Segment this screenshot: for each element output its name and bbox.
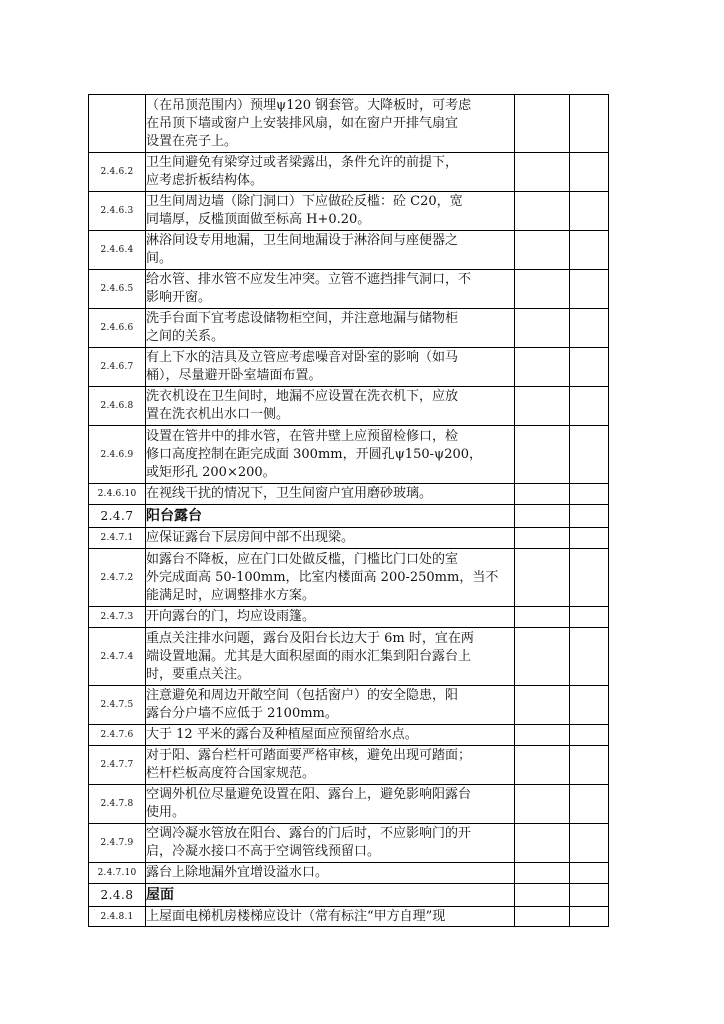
table-row xyxy=(89,192,609,231)
table-row xyxy=(89,153,609,192)
check-cell xyxy=(515,863,570,884)
clause-text xyxy=(146,426,515,484)
table-row xyxy=(89,725,609,746)
check-cell xyxy=(515,725,570,746)
check-cell xyxy=(515,907,570,927)
check-cell xyxy=(515,528,570,549)
table-row xyxy=(89,628,609,686)
clause-number: 2.4.7.8 xyxy=(89,785,146,824)
table-row xyxy=(89,746,609,785)
table-row xyxy=(89,387,609,426)
remark-cell xyxy=(570,484,609,505)
remark-cell xyxy=(570,607,609,628)
clause-number: 2.4.7.4 xyxy=(89,628,146,686)
clause-text xyxy=(146,153,515,192)
check-cell xyxy=(515,153,570,192)
section-row xyxy=(89,505,609,528)
spec-table xyxy=(88,94,609,927)
clause-text xyxy=(146,907,515,927)
clause-text-content: 阳台露台 xyxy=(146,508,202,524)
check-cell xyxy=(515,785,570,824)
clause-number: 2.4.8 xyxy=(89,884,146,907)
clause-number xyxy=(89,95,146,153)
table-row xyxy=(89,607,609,628)
clause-number: 2.4.6.10 xyxy=(89,484,146,505)
table-row xyxy=(89,309,609,348)
clause-text-content: 对于阳、露台栏杆可踏面要严格审核，避免出现可踏面； 栏杆栏板高度符合国家规范。 xyxy=(146,748,472,781)
table-row xyxy=(89,426,609,484)
clause-number: 2.4.8.1 xyxy=(89,907,146,927)
clause-text xyxy=(146,785,515,824)
clause-text xyxy=(146,884,515,907)
clause-text-content: 有上下水的洁具及立管应考虑噪音对卧室的影响（如马 桶），尽量避开卧室墙面布置。 xyxy=(146,350,459,383)
check-cell xyxy=(515,884,570,907)
remark-cell xyxy=(570,348,609,387)
remark-cell xyxy=(570,686,609,725)
remark-cell xyxy=(570,863,609,884)
clause-text-content: 上屋面电梯机房楼梯应设计（常有标注“甲方自理”现 xyxy=(146,908,446,924)
clause-text-content: 卫生间避免有梁穿过或者梁露出，条件允许的前提下， 应考虑折板结构体。 xyxy=(146,155,459,188)
remark-cell xyxy=(570,824,609,863)
table-row xyxy=(89,863,609,884)
check-cell xyxy=(515,824,570,863)
check-cell xyxy=(515,549,570,607)
clause-number: 2.4.7.3 xyxy=(89,607,146,628)
table-row xyxy=(89,907,609,927)
remark-cell xyxy=(570,528,609,549)
remark-cell xyxy=(570,907,609,927)
remark-cell xyxy=(570,628,609,686)
clause-text xyxy=(146,192,515,231)
clause-number: 2.4.7.9 xyxy=(89,824,146,863)
clause-text-content: 设置在管井中的排水管，在管井壁上应预留检修口，检 修口高度控制在距完成面 300mm，开圆孔ψ150-ψ200， 或矩形孔 200×200。 xyxy=(146,428,483,480)
clause-number: 2.4.6.9 xyxy=(89,426,146,484)
check-cell xyxy=(515,309,570,348)
clause-text xyxy=(146,231,515,270)
table-row xyxy=(89,528,609,549)
clause-number: 2.4.6.7 xyxy=(89,348,146,387)
clause-text-content: 屋面 xyxy=(146,887,174,903)
clause-number: 2.4.7.1 xyxy=(89,528,146,549)
clause-text xyxy=(146,824,515,863)
clause-text-content: 卫生间周边墙（除门洞口）下应做砼反槛：砼 C20，宽 同墙厚，反槛顶面做至标高 H+0.20。 xyxy=(146,194,463,227)
remark-cell xyxy=(570,270,609,309)
remark-cell xyxy=(570,785,609,824)
section-row xyxy=(89,884,609,907)
remark-cell xyxy=(570,192,609,231)
clause-text-content: 应保证露台下层房间中部不出现梁。 xyxy=(146,530,355,545)
remark-cell xyxy=(570,426,609,484)
check-cell xyxy=(515,746,570,785)
remark-cell xyxy=(570,746,609,785)
check-cell xyxy=(515,505,570,528)
check-cell xyxy=(515,484,570,505)
clause-text xyxy=(146,863,515,884)
clause-number: 2.4.6.8 xyxy=(89,387,146,426)
clause-text-content: 在视线干扰的情况下，卫生间窗户宜用磨砂玻璃。 xyxy=(146,486,433,501)
check-cell xyxy=(515,426,570,484)
clause-number: 2.4.6.6 xyxy=(89,309,146,348)
remark-cell xyxy=(570,505,609,528)
check-cell xyxy=(515,387,570,426)
clause-number: 2.4.6.3 xyxy=(89,192,146,231)
check-cell xyxy=(515,95,570,153)
clause-text xyxy=(146,725,515,746)
clause-text-content: 淋浴间设专用地漏，卫生间地漏设于淋浴间与座便器之 间。 xyxy=(146,233,459,266)
clause-number: 2.4.6.5 xyxy=(89,270,146,309)
table-row xyxy=(89,348,609,387)
clause-text xyxy=(146,309,515,348)
remark-cell xyxy=(570,231,609,270)
clause-text-content: 空调外机位尽量避免设置在阳、露台上，避免影响阳露台 使用。 xyxy=(146,787,472,820)
clause-number: 2.4.7 xyxy=(89,505,146,528)
clause-text xyxy=(146,484,515,505)
check-cell xyxy=(515,348,570,387)
clause-text-content: 洗衣机设在卫生间时，地漏不应设置在洗衣机下，应放 置在洗衣机出水口一侧。 xyxy=(146,389,459,422)
table-row xyxy=(89,270,609,309)
clause-text xyxy=(146,505,515,528)
spec-table-body xyxy=(89,95,609,927)
table-row xyxy=(89,484,609,505)
clause-text xyxy=(146,270,515,309)
clause-number: 2.4.7.7 xyxy=(89,746,146,785)
remark-cell xyxy=(570,549,609,607)
clause-text xyxy=(146,607,515,628)
clause-text xyxy=(146,387,515,426)
clause-number: 2.4.7.5 xyxy=(89,686,146,725)
clause-text-content: 露台上除地漏外宜增设溢水口。 xyxy=(146,865,329,880)
clause-text-content: 重点关注排水问题，露台及阳台长边大于 6m 时，宜在两 端设置地漏。尤其是大面积屋面的雨水汇集到阳台露台上 时，要重点关注。 xyxy=(146,630,474,682)
clause-text xyxy=(146,686,515,725)
clause-text xyxy=(146,549,515,607)
clause-number: 2.4.7.6 xyxy=(89,725,146,746)
remark-cell xyxy=(570,309,609,348)
clause-number: 2.4.7.2 xyxy=(89,549,146,607)
table-row xyxy=(89,95,609,153)
clause-text-content: 开向露台的门，均应设雨篷。 xyxy=(146,609,316,624)
clause-text xyxy=(146,348,515,387)
check-cell xyxy=(515,628,570,686)
clause-number: 2.4.6.4 xyxy=(89,231,146,270)
clause-text xyxy=(146,746,515,785)
check-cell xyxy=(515,607,570,628)
clause-text-content: 如露台不降板，应在门口处做反槛，门槛比门口处的室 外完成面高 50-100mm，比室内楼面高 200-250mm，当不 能满足时，应调整排水方案。 xyxy=(146,551,499,603)
clause-text xyxy=(146,528,515,549)
clause-number: 2.4.6.2 xyxy=(89,153,146,192)
check-cell xyxy=(515,192,570,231)
clause-number: 2.4.7.10 xyxy=(89,863,146,884)
table-row xyxy=(89,785,609,824)
clause-text xyxy=(146,95,515,153)
clause-text-content: （在吊顶范围内）预埋ψ120 钢套管。大降板时，可考虑 在吊顶下墙或窗户上安装排风扇，如在窗户开排气扇宜 设置在亮子上。 xyxy=(146,97,472,149)
remark-cell xyxy=(570,725,609,746)
check-cell xyxy=(515,270,570,309)
remark-cell xyxy=(570,95,609,153)
table-row xyxy=(89,549,609,607)
table-row xyxy=(89,686,609,725)
clause-text-content: 注意避免和周边开敞空间（包括窗户）的安全隐患，阳 露台分户墙不应低于 2100mm。 xyxy=(146,688,459,721)
table-row xyxy=(89,824,609,863)
check-cell xyxy=(515,231,570,270)
remark-cell xyxy=(570,884,609,907)
clause-text xyxy=(146,628,515,686)
remark-cell xyxy=(570,387,609,426)
clause-text-content: 空调冷凝水管放在阳台、露台的门后时，不应影响门的开 启，冷凝水接口不高于空调管线预留口。 xyxy=(146,826,472,859)
table-row xyxy=(89,231,609,270)
check-cell xyxy=(515,686,570,725)
clause-text-content: 洗手台面下宜考虑设储物柜空间，并注意地漏与储物柜 之间的关系。 xyxy=(146,311,459,344)
clause-text-content: 大于 12 平米的露台及种植屋面应预留给水点。 xyxy=(146,727,418,742)
clause-text-content: 给水管、排水管不应发生冲突。立管不遮挡排气洞口，不 影响开窗。 xyxy=(146,272,472,305)
remark-cell xyxy=(570,153,609,192)
